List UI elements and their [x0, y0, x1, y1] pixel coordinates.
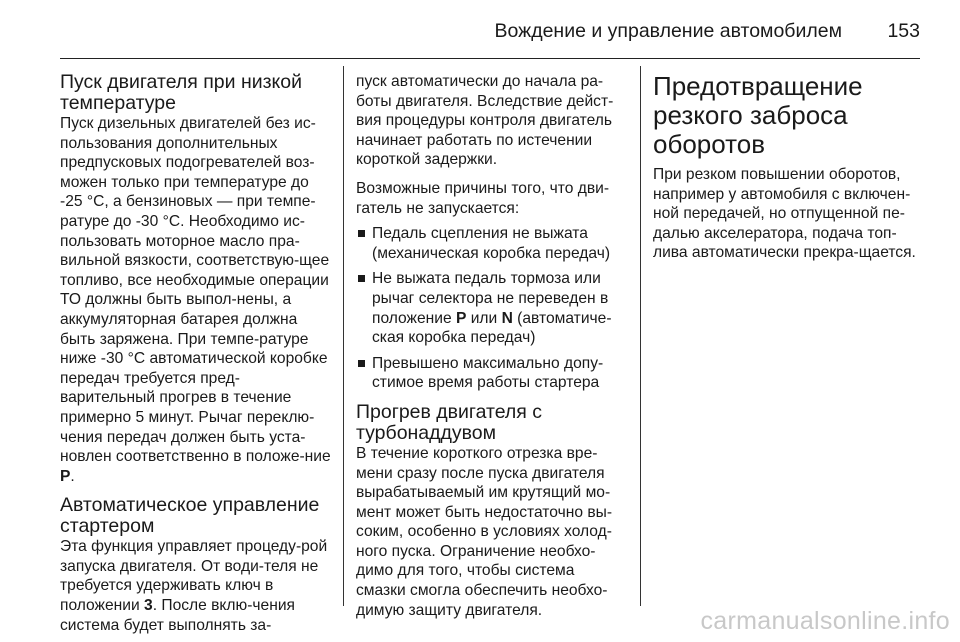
bold-key-position: 3 — [144, 597, 153, 615]
page-number: 153 — [887, 20, 920, 42]
paragraph-cold-start — [60, 114, 332, 486]
column-middle — [356, 72, 626, 620]
bold-gear-n: N — [501, 309, 513, 327]
column-divider-1 — [343, 66, 344, 606]
page-header — [60, 14, 920, 54]
column-divider-2 — [640, 66, 641, 606]
header-rule — [60, 58, 920, 59]
text-run: . — [70, 467, 75, 485]
section-heading-cold-start: Пуск двигателя при низкой температуре — [60, 71, 303, 114]
paragraph-continued: пуск автоматически до начала ра-боты двигателя. Вследствие дейст-вия процедуры контроля двигатель начинает работать по истечении короткой задержки. — [356, 73, 614, 169]
bullet-square-icon — [358, 275, 365, 282]
bold-gear-p: P — [455, 309, 467, 327]
paragraph-turbo-warmup: В течение короткого отрезка вре-мени сразу после пуска двигателя вырабатываемый им крутящий мо-мент может быть недостаточно вы-соким, особенно в условиях холод-ного пуска. Ограничение необхо-димо для того, чтобы система смазки смогла обеспечить необхо-димую защиту двигателя. — [356, 444, 613, 619]
paragraph-overspeed: При резком повышении оборотов, например у автомобиля с включен-ной передачей, но отпущенной пе-далью акселератора, подача топ-лива автоматически прекра-щается. — [653, 166, 916, 262]
list-item — [356, 224, 626, 263]
text-run: Пуск дизельных двигателей без ис-пользования дополнительных предпусковых подогревателей воз-можен только при температуре до -25 °C, а бензиновых — при темпе-ратуре до -30 °C. Необходимо ис-пользовать моторное масло пра-вильной вязкости, соответствую-щее топливо, все необходимые операции ТО должны быть выпол-нены, а аккумуляторная батарея должна быть заряжена. При темпе-ратуре ниже -30 °C автоматической коробке передач требуется пред-варительный прогрев в течение примерно 5 минут. Рычаг переклю-чения передач должен быть уста-новлен соответственно в положе-ние — [60, 115, 331, 466]
section-heading-overspeed: Предотвращение резкого заброса оборотов — [653, 71, 863, 159]
text-run: Эта функция управляет процеду-рой запуска двигателя. От води-теля не требуется удерживать ключ в положении — [60, 538, 328, 615]
paragraph-auto-starter — [60, 537, 332, 635]
header-title: Вождение и управление автомобилем — [494, 20, 842, 42]
bullet-square-icon — [358, 230, 365, 237]
bullet-square-icon — [358, 360, 365, 367]
column-right — [653, 72, 923, 263]
reasons-list — [356, 224, 626, 393]
text-run: (автоматиче-ская коробка передач) — [372, 309, 612, 347]
list-item-text: Педаль сцепления не выжата (механическая коробка передач) — [372, 225, 611, 262]
list-item — [356, 269, 626, 347]
list-item-text: Превышено максимально допу-стимое время работы стартера — [372, 354, 604, 392]
paragraph-reasons: Возможные причины того, что дви-гатель не запускается: — [356, 179, 610, 217]
text-run: . После вклю-чения система будет выполнять за- — [60, 597, 295, 634]
text-run: Не выжата педаль тормоза или рычаг селектора не переведен в положение — [372, 270, 609, 327]
section-heading-auto-starter: Автоматическое управление стартером — [60, 494, 320, 538]
text-run: или — [466, 309, 502, 327]
column-left — [60, 72, 332, 635]
watermark-text: carmanualsonline.info — [700, 607, 950, 635]
section-heading-turbo-warmup: Прогрев двигателя с турбонаддувом — [356, 400, 543, 444]
list-item — [356, 354, 626, 393]
bold-gear-p: P — [60, 467, 71, 485]
